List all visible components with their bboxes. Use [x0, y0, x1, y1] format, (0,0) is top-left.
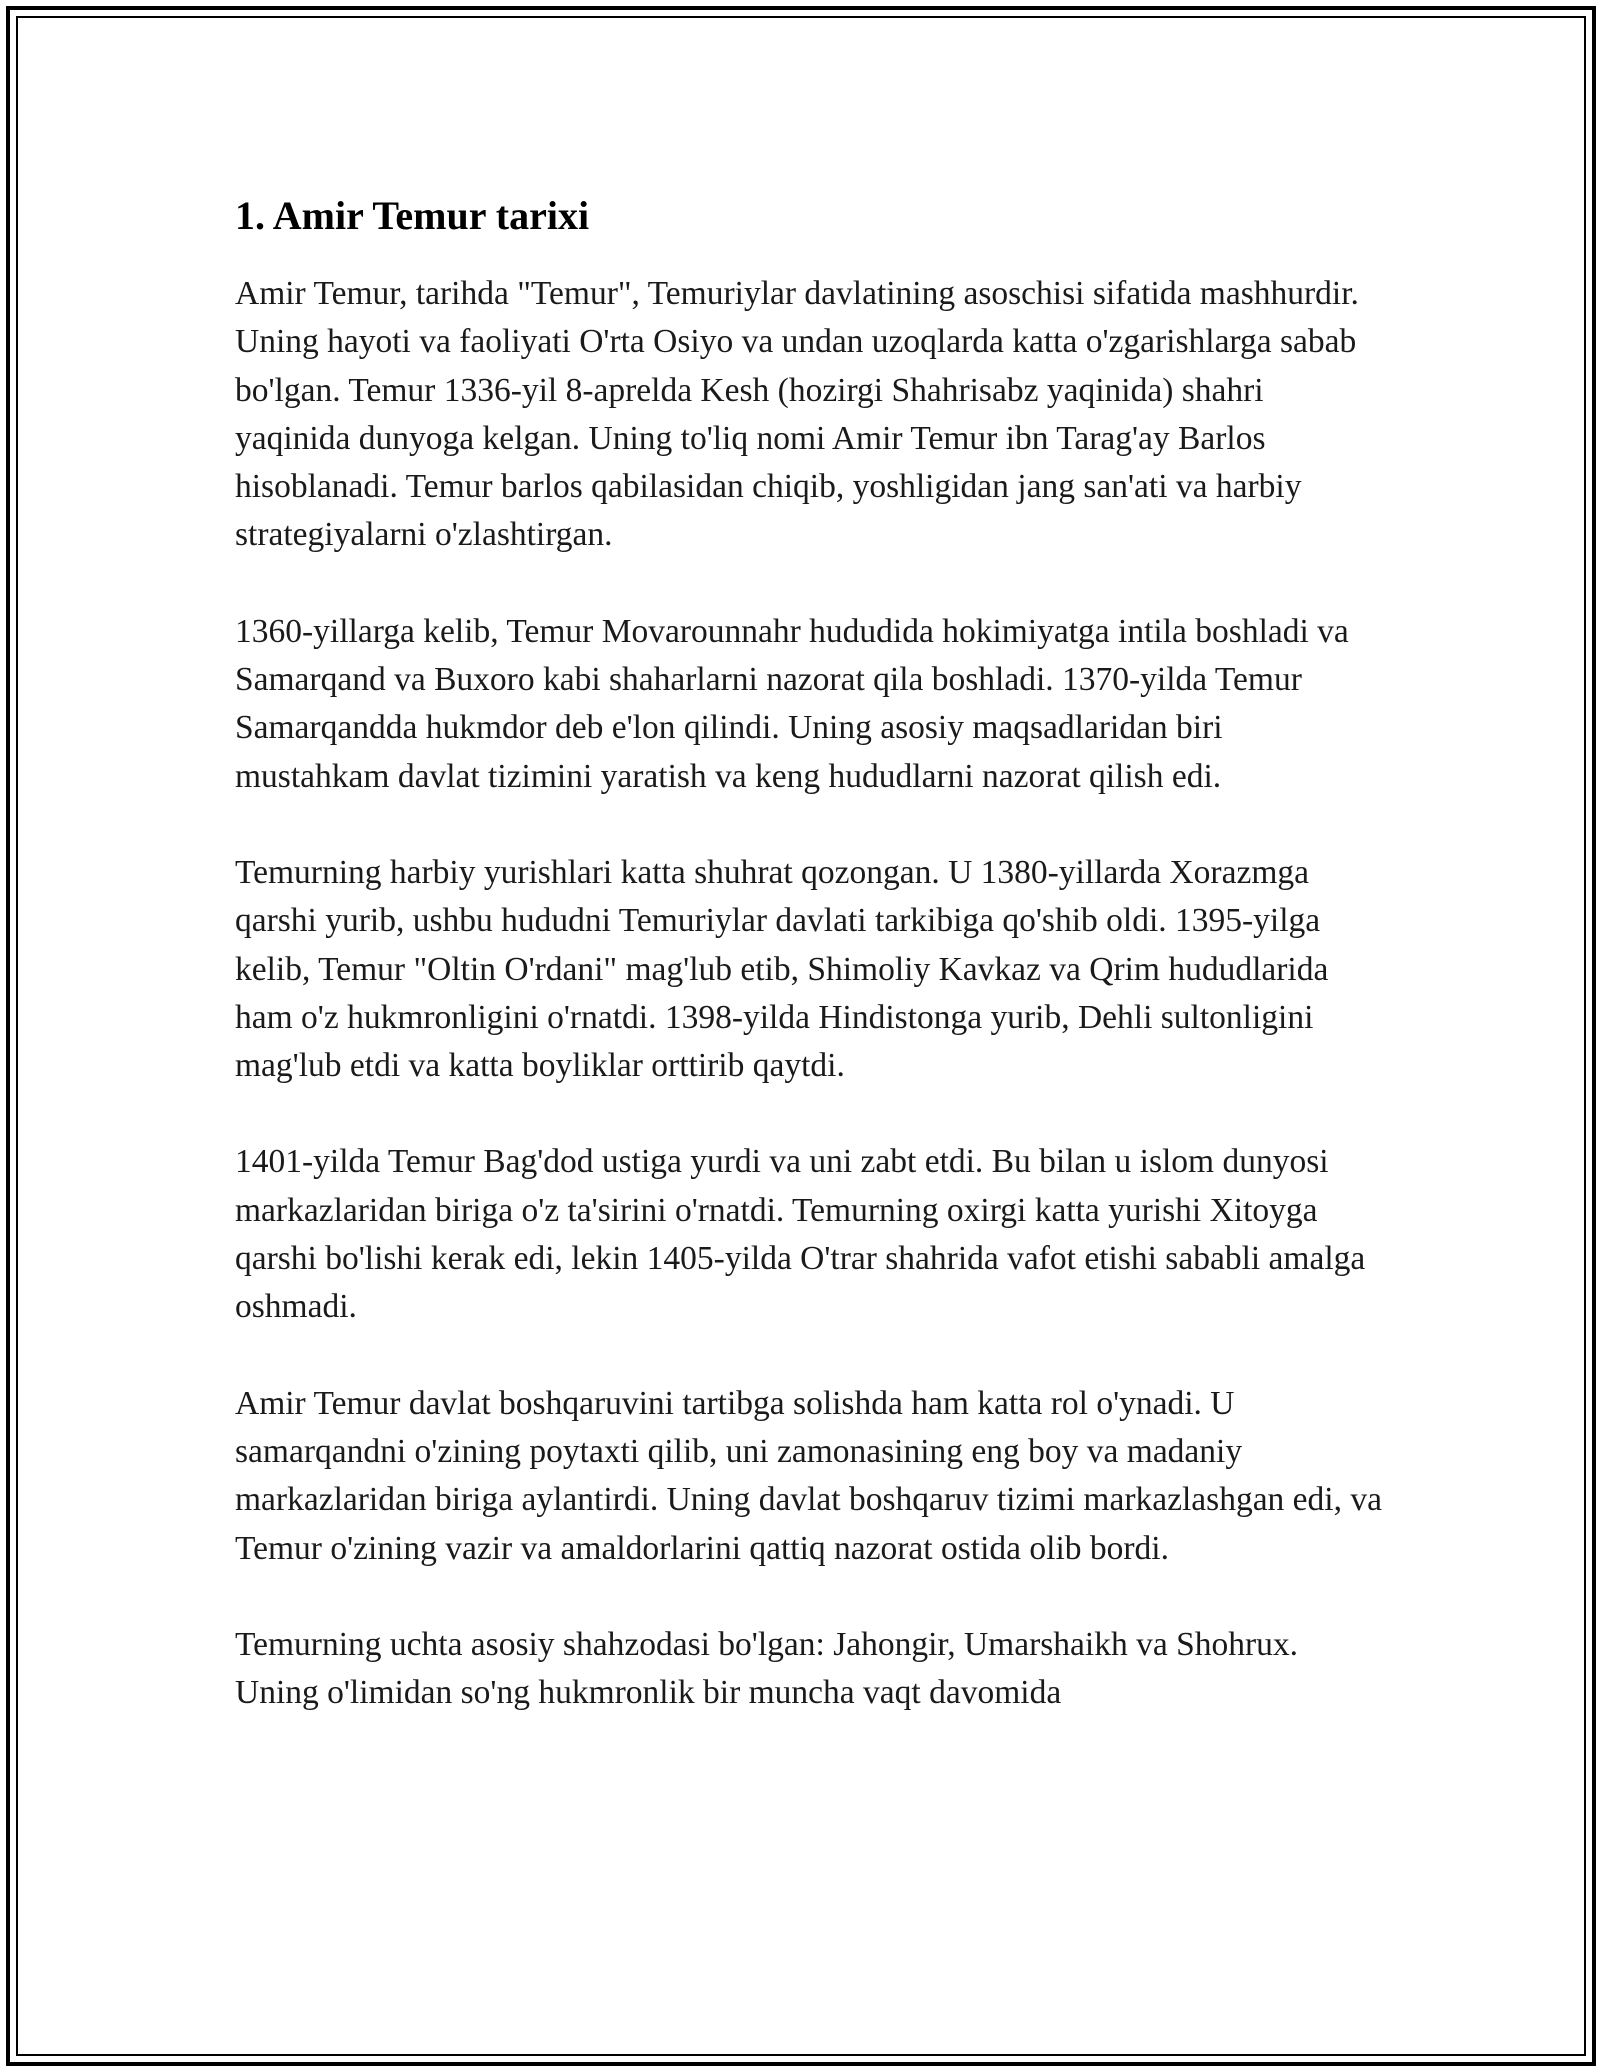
paragraph-4: 1401-yilda Temur Bag'dod ustiga yurdi va uni zabt etdi. Bu bilan u islom dunyosi markazlaridan biriga o'z ta'sirini o'rnatdi. Temurning oxirgi katta yurishi Xitoyga qarshi bo'lishi kerak edi, lekin 1405-yilda O'trar shahrida vafot etishi sababli amalga oshmadi.	[235, 1143, 1366, 1326]
section-heading: 1. Amir Temur tarixi	[235, 193, 590, 238]
document-body	[235, 184, 1385, 1765]
paragraph-2: 1360-yillarga kelib, Temur Movarounnahr hududida hokimiyatga intila boshladi va Samarqand va Buxoro kabi shaharlarni nazorat qila boshladi. 1370-yilda Temur Samarqandda hukmdor deb e'lon qilindi. Uning asosiy maqsadlaridan biri mustahkam davlat tizimini yaratish va keng hududlarni nazorat qilish edi.	[235, 612, 1349, 795]
paragraph-1: Amir Temur, tarihda "Temur", Temuriylar davlatining asoschisi sifatida mashhurdir. Uning hayoti va faoliyati O'rta Osiyo va undan uzoqlarda katta o'zgarishlarga sabab bo'lgan. Temur 1336-yil 8-aprelda Kesh (hozirgi Shahrisabz yaqinida) shahri yaqinida dunyoga kelgan. Uning to'liq nomi Amir Temur ibn Tarag'ay Barlos hisoblanadi. Temur barlos qabilasidan chiqib, yoshligidan jang san'ati va harbiy strategiyalarni o'zlashtirgan.	[235, 275, 1359, 554]
paragraph-3: Temurning harbiy yurishlari katta shuhrat qozongan. U 1380-yillarda Xorazmga qarshi yurib, ushbu hududni Temuriylar davlati tarkibiga qo'shib oldi. 1395-yilga kelib, Temur "Oltin O'rdani" mag'lub etib, Shimoliy Kavkaz va Qrim hududlarida ham o'z hukmronligini o'rnatdi. 1398-yilda Hindistonga yurib, Dehli sultonligini mag'lub etdi va katta boyliklar orttirib qaytdi.	[235, 853, 1329, 1085]
paragraph-6: Temurning uchta asosiy shahzodasi bo'lgan: Jahongir, Umarshaikh va Shohrux. Uning o'limidan so'ng hukmronlik bir muncha vaqt davomida	[235, 1625, 1298, 1712]
paragraph-5: Amir Temur davlat boshqaruvini tartibga solishda ham katta rol o'ynadi. U samarqandni o'zining poytaxti qilib, uni zamonasining eng boy va madaniy markazlaridan biriga aylantirdi. Uning davlat boshqaruv tizimi markazlashgan edi, va Temur o'zining vazir va amaldorlarini qattiq nazorat ostida olib bordi.	[235, 1384, 1382, 1567]
